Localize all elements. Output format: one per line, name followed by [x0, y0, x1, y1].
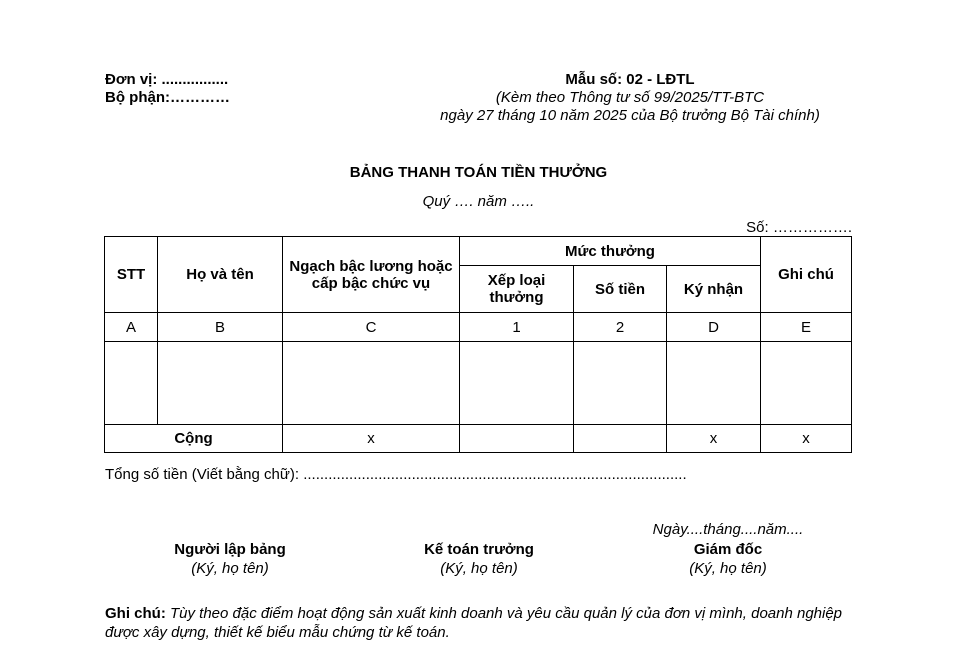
code-cell: 2: [574, 313, 667, 342]
code-cell: 1: [460, 313, 574, 342]
signature-title: Kế toán trưởng: [424, 541, 534, 558]
signature-hint: (Ký, họ tên): [191, 560, 269, 577]
cell-name[interactable]: [158, 342, 283, 425]
signature-hint: (Ký, họ tên): [689, 560, 767, 577]
quarter-year-line: Quý …. năm …..: [422, 193, 535, 210]
circular-line-2: ngày 27 tháng 10 năm 2025 của Bộ trưởng Bộ Tài chính): [440, 107, 820, 124]
code-row: [105, 313, 852, 342]
document-title: BẢNG THANH TOÁN TIỀN THƯỞNG: [349, 164, 608, 181]
code-cell: B: [158, 313, 283, 342]
unit-block: [105, 71, 230, 107]
cell-note[interactable]: [761, 342, 852, 425]
code-cell: C: [283, 313, 460, 342]
header-bonus-group: Mức thưởng: [460, 237, 761, 266]
total-row: [105, 425, 852, 453]
cell-signature[interactable]: [667, 342, 761, 425]
signature-preparer: [105, 540, 355, 578]
total-note: x: [761, 425, 852, 453]
code-cell: A: [105, 313, 158, 342]
header-name: Họ và tên: [158, 237, 283, 313]
unit-label: Đơn vị: ................: [105, 71, 229, 88]
signature-title: Giám đốc: [693, 541, 763, 558]
bonus-payment-table: [104, 236, 852, 453]
total-rank: [460, 425, 574, 453]
form-number: Mẫu số: 02 - LĐTL: [565, 71, 695, 88]
footnote-label: Ghi chú:: [105, 605, 166, 622]
header-amount: Số tiền: [574, 266, 667, 313]
department-label: Bộ phận:…………: [105, 89, 230, 106]
signature-title: Người lập bảng: [174, 541, 286, 558]
form-reference-block: [405, 71, 855, 125]
total-grade: x: [283, 425, 460, 453]
circular-line-1: (Kèm theo Thông tư số 99/2025/TT-BTC: [495, 89, 765, 106]
header-signature: Ký nhận: [667, 266, 761, 313]
footnote-text: Tùy theo đặc điểm hoạt động sản xuất kinh doanh và yêu cầu quản lý của đơn vị mình, doanh nghiệp được xây dựng, thiết kế biểu mẫu chứng từ kế toán.: [105, 605, 843, 641]
footnote: [105, 604, 865, 642]
signature-director: [603, 540, 853, 578]
date-line: Ngày....tháng....năm....: [652, 521, 804, 538]
header-rank: Xếp loại thưởng: [460, 266, 574, 313]
total-signature: x: [667, 425, 761, 453]
table-row: [105, 342, 852, 425]
code-cell: E: [761, 313, 852, 342]
header-row-1: [105, 237, 852, 266]
cell-rank[interactable]: [460, 342, 574, 425]
total-in-words: Tổng số tiền (Viết bằng chữ): ............................................................................................: [105, 466, 687, 483]
total-label: Cộng: [105, 425, 283, 453]
signature-chief-accountant: [354, 540, 604, 578]
cell-amount[interactable]: [574, 342, 667, 425]
document-number: Số: …………….: [746, 219, 852, 236]
header-note: Ghi chú: [761, 237, 852, 313]
cell-stt[interactable]: [105, 342, 158, 425]
header-stt: STT: [105, 237, 158, 313]
cell-grade[interactable]: [283, 342, 460, 425]
code-cell: D: [667, 313, 761, 342]
header-grade: Ngạch bậc lương hoặc cấp bậc chức vụ: [283, 237, 460, 313]
total-amount[interactable]: [574, 425, 667, 453]
signature-hint: (Ký, họ tên): [440, 560, 518, 577]
